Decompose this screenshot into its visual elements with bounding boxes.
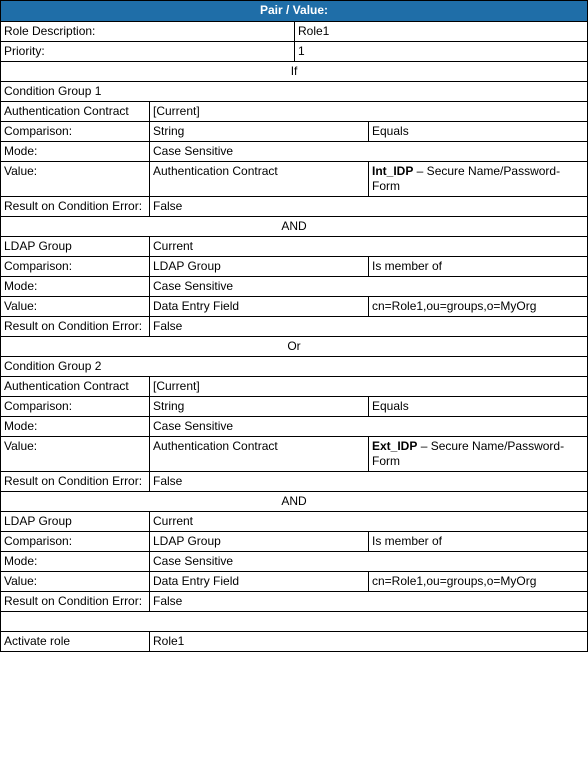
- spacer-row: [1, 612, 588, 632]
- group1-auth-row: [1, 102, 588, 122]
- group2-error2-value: False: [150, 592, 588, 612]
- group2-error-label: Result on Condition Error:: [1, 472, 150, 492]
- group2-auth-row: [1, 377, 588, 397]
- role-description-label: Role Description:: [1, 22, 295, 42]
- priority-label: Priority:: [1, 42, 295, 62]
- group2-value2-row: [1, 572, 588, 592]
- group2-mode-value: Case Sensitive: [150, 417, 588, 437]
- group1-idp-desc: – Secure Name/Password-Form: [372, 164, 561, 193]
- group1-error2-value: False: [150, 317, 588, 337]
- group1-mode2-label: Mode:: [1, 277, 150, 297]
- group2-comparison2-row: [1, 532, 588, 552]
- group1-value-row: [1, 162, 588, 197]
- group2-error2-label: Result on Condition Error:: [1, 592, 150, 612]
- priority-row: [1, 42, 588, 62]
- group1-error2-label: Result on Condition Error:: [1, 317, 150, 337]
- group2-idp-desc: – Secure Name/Password-Form: [372, 439, 565, 468]
- activate-role-label: Activate role: [1, 632, 150, 652]
- group2-comparison-label: Comparison:: [1, 397, 150, 417]
- group2-idp-name: Ext_IDP: [372, 439, 418, 453]
- activate-role-row: [1, 632, 588, 652]
- role-description-row: [1, 22, 588, 42]
- group1-error-label: Result on Condition Error:: [1, 197, 150, 217]
- group2-ldap-row: [1, 512, 588, 532]
- group2-value-detail: [369, 437, 588, 472]
- group2-comparison2-label: Comparison:: [1, 532, 150, 552]
- group2-and-label: AND: [1, 492, 588, 512]
- group1-mode-value: Case Sensitive: [150, 142, 588, 162]
- group2-auth-label: Authentication Contract: [1, 377, 150, 397]
- group1-auth-value: [Current]: [150, 102, 588, 122]
- group2-error-value: False: [150, 472, 588, 492]
- or-label: Or: [1, 337, 588, 357]
- group2-value-source: Authentication Contract: [150, 437, 369, 472]
- group2-ldap-value: Current: [150, 512, 588, 532]
- group1-and-label: AND: [1, 217, 588, 237]
- group1-comparison2-op: Is member of: [369, 257, 588, 277]
- group2-value2-label: Value:: [1, 572, 150, 592]
- group1-value-source: Authentication Contract: [150, 162, 369, 197]
- group1-error-row: [1, 197, 588, 217]
- group2-auth-value: [Current]: [150, 377, 588, 397]
- group2-comparison2-type: LDAP Group: [150, 532, 369, 552]
- group2-value2-source: Data Entry Field: [150, 572, 369, 592]
- group2-comparison-op: Equals: [369, 397, 588, 417]
- group1-auth-label: Authentication Contract: [1, 102, 150, 122]
- priority-value: 1: [295, 42, 588, 62]
- group1-value-detail: [369, 162, 588, 197]
- group1-value2-source: Data Entry Field: [150, 297, 369, 317]
- group1-comparison2-label: Comparison:: [1, 257, 150, 277]
- group1-error2-row: [1, 317, 588, 337]
- group1-comparison-type: String: [150, 122, 369, 142]
- group1-title: Condition Group 1: [1, 82, 588, 102]
- if-label: If: [1, 62, 588, 82]
- group2-title: Condition Group 2: [1, 357, 588, 377]
- group1-value2-label: Value:: [1, 297, 150, 317]
- group1-ldap-label: LDAP Group: [1, 237, 150, 257]
- activate-role-value: Role1: [150, 632, 588, 652]
- group1-value2-dn: cn=Role1,ou=groups,o=MyOrg: [369, 297, 588, 317]
- group2-ldap-label: LDAP Group: [1, 512, 150, 532]
- group2-value-label: Value:: [1, 437, 150, 472]
- group1-ldap-row: [1, 237, 588, 257]
- group2-mode-label: Mode:: [1, 417, 150, 437]
- group2-mode2-label: Mode:: [1, 552, 150, 572]
- group2-error2-row: [1, 592, 588, 612]
- group1-comparison-row: [1, 122, 588, 142]
- group2-mode2-row: [1, 552, 588, 572]
- group1-comparison-label: Comparison:: [1, 122, 150, 142]
- group1-comparison2-type: LDAP Group: [150, 257, 369, 277]
- group1-value-label: Value:: [1, 162, 150, 197]
- group2-mode2-value: Case Sensitive: [150, 552, 588, 572]
- role-description-value: Role1: [295, 22, 588, 42]
- group1-mode2-value: Case Sensitive: [150, 277, 588, 297]
- table-header: Pair / Value:: [1, 1, 588, 22]
- group2-value-row: [1, 437, 588, 472]
- group1-mode2-row: [1, 277, 588, 297]
- group2-comparison-row: [1, 397, 588, 417]
- group1-idp-name: Int_IDP: [372, 164, 414, 178]
- group1-mode-label: Mode:: [1, 142, 150, 162]
- group2-comparison-type: String: [150, 397, 369, 417]
- group2-comparison2-op: Is member of: [369, 532, 588, 552]
- group2-mode-row: [1, 417, 588, 437]
- group1-error-value: False: [150, 197, 588, 217]
- group1-comparison-op: Equals: [369, 122, 588, 142]
- group2-error-row: [1, 472, 588, 492]
- group1-ldap-value: Current: [150, 237, 588, 257]
- group2-value2-dn: cn=Role1,ou=groups,o=MyOrg: [369, 572, 588, 592]
- group1-value2-row: [1, 297, 588, 317]
- group1-comparison2-row: [1, 257, 588, 277]
- group1-mode-row: [1, 142, 588, 162]
